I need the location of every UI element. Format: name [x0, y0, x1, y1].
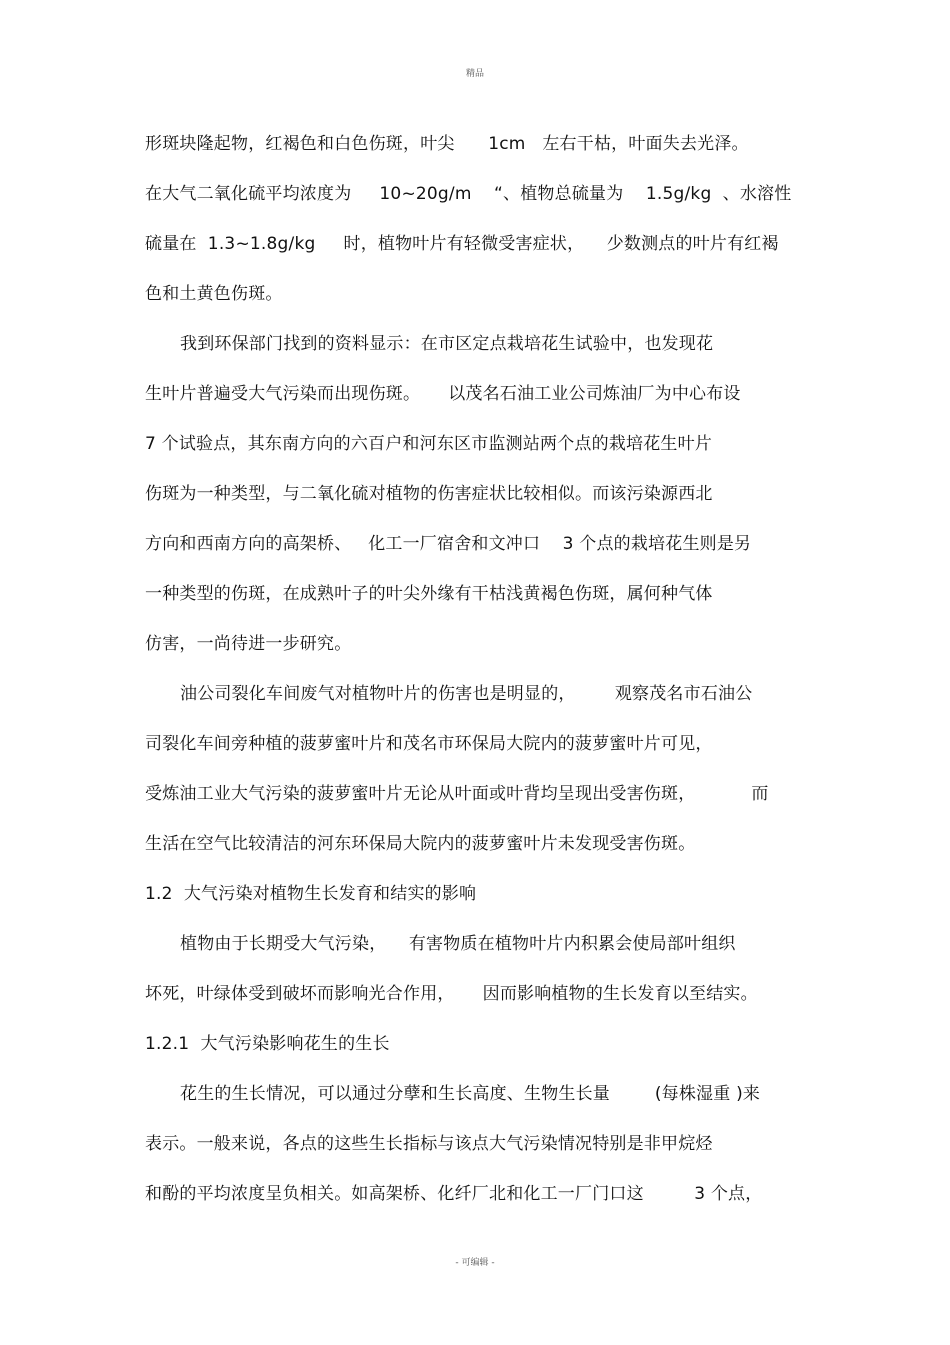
- body-line: 7 个试验点，其东南方向的六百户和河东区市监测站两个点的栽培花生叶片: [145, 434, 713, 454]
- body-line: 伤斑为一种类型，与二氧化硫对植物的伤害症状比较相似。而该污染源西北: [145, 484, 713, 504]
- body-line: 方向和西南方向的高架桥、 化工一厂宿舍和文冲口 3 个点的栽培花生则是另: [145, 534, 752, 554]
- body-line: 表示。一般来说，各点的这些生长指标与该点大气污染情况特别是非甲烷烃: [145, 1134, 713, 1154]
- paragraph-start-line: 油公司裂化车间废气对植物叶片的伤害也是明显的， 观察茂名市石油公: [180, 684, 753, 704]
- body-line: 和酚的平均浓度呈负相关。如高架桥、化纤厂北和化工一厂门口这 3 个点，: [145, 1184, 763, 1204]
- paragraph-start-line: 植物由于长期受大气污染， 有害物质在植物叶片内积累会使局部叶组织: [180, 934, 736, 954]
- body-line: 硫量在 1.3~1.8g/kg 时，植物叶片有轻微受害症状， 少数测点的叶片有红褐: [145, 234, 779, 254]
- body-line: 生活在空气比较清洁的河东环保局大院内的菠萝蜜叶片未发现受害伤斑。: [145, 834, 696, 854]
- body-line: 坏死，叶绿体受到破坏而影响光合作用， 因而影响植物的生长发育以至结实。: [145, 984, 758, 1004]
- page-header: 精品: [465, 69, 484, 79]
- page-footer: - 可编辑 -: [455, 1258, 495, 1268]
- paragraph-start-line: 花生的生长情况，可以通过分孽和生长高度、生物生长量 (每株湿重 )来: [180, 1084, 761, 1104]
- paragraph-start-line: 我到环保部门找到的资料显示：在市区定点栽培花生试验中，也发现花: [180, 334, 714, 354]
- body-line: 色和土黄色伤斑。: [145, 284, 283, 304]
- body-line: 在大气二氧化硫平均浓度为 10~20g/m “、植物总硫量为 1.5g/kg 、水溶性: [145, 184, 792, 204]
- body-line: 仿害，一尚待进一步研究。: [145, 634, 352, 654]
- body-line: 一种类型的伤斑，在成熟叶子的叶尖外缘有干枯浅黄褐色伤斑，属何种气体: [145, 584, 713, 604]
- body-line: 形斑块隆起物，红褐色和白色伤斑，叶尖 1cm 左右干枯，叶面失去光泽。: [145, 134, 749, 154]
- section-heading: 1.2 大气污染对植物生长发育和结实的影响: [145, 884, 477, 904]
- subsection-heading: 1.2.1 大气污染影响花生的生长: [145, 1034, 390, 1054]
- body-line: 生叶片普遍受大气污染而出现伤斑。 以茂名石油工业公司炼油厂为中心布设: [145, 384, 741, 404]
- body-line: 受炼油工业大气污染的菠萝蜜叶片无论从叶面或叶背均呈现出受害伤斑， 而: [145, 784, 769, 804]
- body-line: 司裂化车间旁种植的菠萝蜜叶片和茂名市环保局大院内的菠萝蜜叶片可见，: [145, 734, 713, 754]
